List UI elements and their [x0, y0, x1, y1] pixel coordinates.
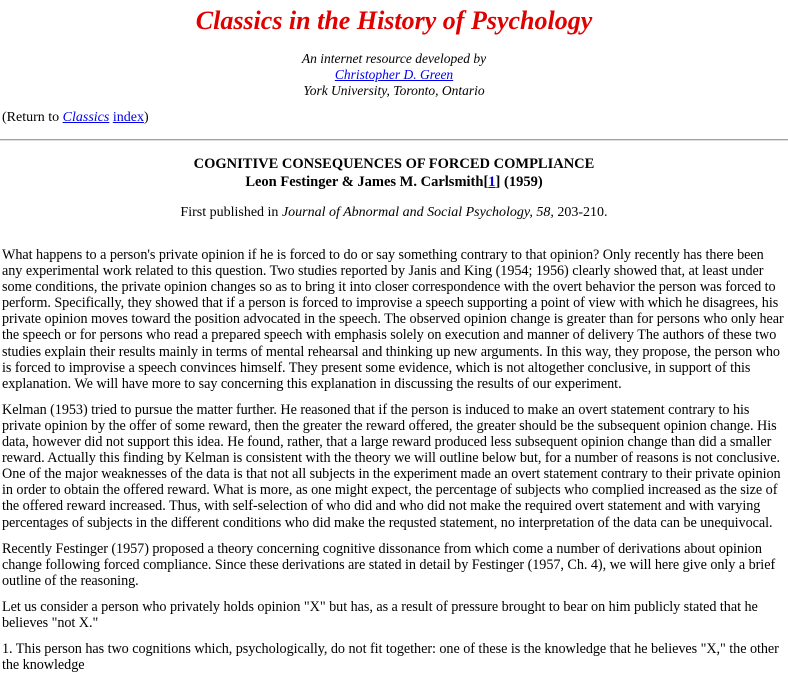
site-affiliation: York University, Toronto, Ontario [303, 83, 485, 98]
publication-info [0, 205, 788, 221]
author-link[interactable]: Christopher D. Green [334, 67, 454, 82]
site-title: Classics in the History of Psychology [195, 6, 593, 35]
return-nav [2, 110, 149, 126]
article-body [2, 247, 786, 683]
article-year: (1959) [500, 174, 543, 190]
classics-link[interactable] [63, 110, 110, 125]
paragraph: Kelman (1953) tried to pursue the matter further. He reasoned that if the person is induced to make an overt statement contrary to his private opinion by the offer of some reward, then the greater the reward offered, the greater should be the subsequent opinion change. His data, however did not support this idea. He found, rather, that a large reward produced less subsequent opinion change than did a smaller reward. Actually this finding by Kelman is consistent with the theory we will outline below but, for a number of reasons is not conclusive. One of the major weaknesses of the data is that not all subjects in the experiment made an overt statement contrary to their private opinion in order to obtain the offered reward. What is more, as one might expect, the percentage of subjects who complied increased as the size of the offered reward increased. Thus, with self-selection of who did and who did not make the required overt statement and with varying percentages of subjects in the different conditions who did make the requsted statement, no interpretation of the data can be unequivocal. [2, 401, 781, 531]
journal-name: Journal of Abnormal and Social Psychology, 58 [281, 205, 551, 220]
return-suffix: ) [143, 110, 149, 125]
footnote-link[interactable]: 1 [488, 174, 496, 190]
footnote-open: [ [483, 174, 489, 190]
site-subtitle: An internet resource developed by [301, 51, 487, 66]
site-credit [0, 51, 788, 99]
article-header [0, 155, 788, 191]
paragraph: What happens to a person's private opinion if he is forced to do or say something contrary to that opinion? Only recently has there been any experimental work related to this question. Two studies reported by Janis and King (1954; 1956) clearly showed that, at least under some conditions, the private opinion changes so as to bring it into closer correspondence with the overt behavior the person was forced to perform. Specifically, they showed that if a person is forced to improvise a speech supporting a point of view with which he disagrees, his private opinion moves toward the position advocated in the speech. The observed opinion change is greater than for persons who only hear the speech or for persons who read a prepared speech with emphasis solely on execution and manner of delivery The authors of these two studies explain their results mainly in terms of mental rehearsal and thinking up new arguments. In this way, they propose, the person who is forced to improvise a speech convinces himself. They present some evidence, which is not altogether conclusive, in support of this explanation. We will have more to say concerning this explanation in discussing the results of our experiment. [2, 247, 784, 392]
paragraph: Let us consider a person who privately holds opinion "X" but has, as a result of pressure brought to bear on him publicly stated that he believes "not X." [2, 598, 758, 631]
article-authors-line [0, 173, 788, 191]
article-title: COGNITIVE CONSEQUENCES OF FORCED COMPLIANCE [193, 156, 595, 172]
pub-prefix: First published in [180, 205, 282, 220]
paragraph: 1. This person has two cognitions which, psychologically, do not fit together: one of these is the knowledge that he believes "X," the other the knowledge [2, 641, 779, 674]
classics-link-text: Classics [62, 110, 110, 125]
return-prefix: (Return to [2, 110, 63, 125]
paragraph: Recently Festinger (1957) proposed a theory concerning cognitive dissonance from which come a number of derivations about opinion change following forced compliance. Since these derivations are stated in detail by Festinger (1957, Ch. 4), we will here give only a brief outline of the reasoning. [2, 540, 776, 589]
article-authors: Leon Festinger & James M. Carlsmith [245, 174, 484, 190]
horizontal-rule [0, 139, 788, 141]
footnote-close: ] [495, 174, 501, 190]
index-link[interactable]: index [112, 110, 144, 125]
pub-pages: , 203-210. [550, 205, 608, 220]
